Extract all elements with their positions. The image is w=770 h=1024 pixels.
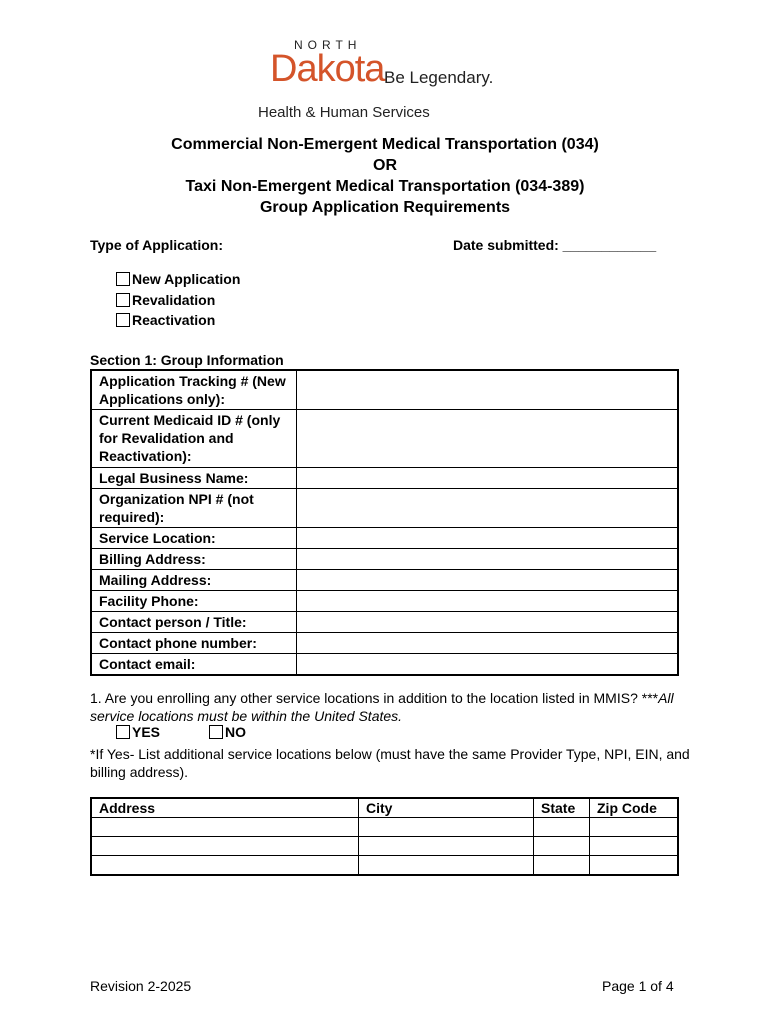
- revalidation-checkbox[interactable]: [116, 293, 130, 307]
- section1-heading: Section 1: Group Information: [90, 352, 284, 368]
- zip-code-cell[interactable]: [590, 837, 679, 856]
- zip-code-cell[interactable]: [590, 818, 679, 837]
- address-cell[interactable]: [91, 856, 359, 876]
- yes-checkbox[interactable]: [116, 725, 130, 739]
- organization-npi-input[interactable]: [297, 489, 679, 528]
- field-label: Contact phone number:: [91, 633, 297, 654]
- new-application-option[interactable]: [116, 271, 240, 287]
- date-submitted-label: Date submitted: ____________: [453, 237, 657, 253]
- field-label: Facility Phone:: [91, 591, 297, 612]
- field-label: Contact email:: [91, 654, 297, 676]
- zip-code-header: Zip Code: [590, 798, 679, 818]
- no-option[interactable]: [209, 724, 246, 740]
- contact-email-input[interactable]: [297, 654, 679, 676]
- field-label: Contact person / Title:: [91, 612, 297, 633]
- table-row: [91, 468, 678, 489]
- contact-phone-input[interactable]: [297, 633, 679, 654]
- nd-hhs-logo: [258, 38, 518, 123]
- logo-dakota: Dakota: [270, 48, 385, 90]
- question1-text: [90, 689, 690, 725]
- table-header-row: [91, 798, 678, 818]
- legal-business-name-input[interactable]: [297, 468, 679, 489]
- reactivation-label: Reactivation: [132, 312, 216, 328]
- field-label: Application Tracking # (New Applications only):: [91, 370, 297, 410]
- question1-note: All service locations must be within the United States.: [90, 690, 674, 724]
- address-cell[interactable]: [91, 818, 359, 837]
- additional-locations-table: [90, 797, 679, 876]
- logo-tagline: Be Legendary.: [384, 68, 494, 87]
- contact-person-input[interactable]: [297, 612, 679, 633]
- table-row: [91, 591, 678, 612]
- facility-phone-input[interactable]: [297, 591, 679, 612]
- zip-code-cell[interactable]: [590, 856, 679, 876]
- reactivation-checkbox[interactable]: [116, 313, 130, 327]
- field-label: Service Location:: [91, 528, 297, 549]
- logo-north: NORTH: [294, 38, 362, 52]
- group-information-table: [90, 369, 679, 676]
- revalidation-option[interactable]: [116, 292, 215, 308]
- field-label: Mailing Address:: [91, 570, 297, 591]
- reactivation-option[interactable]: [116, 312, 215, 328]
- question1-followup: *If Yes- List additional service locations below (must have the same Provider Type, NPI, EIN, and billing address).: [90, 746, 690, 780]
- service-location-input[interactable]: [297, 528, 679, 549]
- address-cell[interactable]: [91, 837, 359, 856]
- application-tracking-input[interactable]: [297, 370, 679, 410]
- city-cell[interactable]: [359, 818, 534, 837]
- state-cell[interactable]: [534, 856, 590, 876]
- new-application-label: New Application: [132, 271, 241, 287]
- table-row: [91, 570, 678, 591]
- state-header: State: [534, 798, 590, 818]
- revalidation-label: Revalidation: [132, 292, 216, 308]
- yes-label: YES: [132, 724, 161, 740]
- city-cell[interactable]: [359, 856, 534, 876]
- field-label: Legal Business Name:: [91, 468, 297, 489]
- table-row: [91, 837, 678, 856]
- new-application-checkbox[interactable]: [116, 272, 130, 286]
- table-row: [91, 654, 678, 676]
- title-line-4: Group Application Requirements: [259, 199, 511, 216]
- table-row: [91, 410, 678, 468]
- title-line-1: Commercial Non-Emergent Medical Transportation (034): [171, 136, 599, 153]
- field-label: Billing Address:: [91, 549, 297, 570]
- state-cell[interactable]: [534, 837, 590, 856]
- current-medicaid-id-input[interactable]: [297, 410, 679, 468]
- state-cell[interactable]: [534, 818, 590, 837]
- table-row: [91, 489, 678, 528]
- question1-main: 1. Are you enrolling any other service locations in addition to the location listed in MMIS? ***: [90, 690, 659, 706]
- no-checkbox[interactable]: [209, 725, 223, 739]
- type-of-application-label: Type of Application:: [90, 237, 223, 253]
- field-label: Current Medicaid ID # (only for Revalidation and Reactivation):: [91, 410, 297, 468]
- title-line-2: OR: [373, 157, 397, 174]
- table-row: [91, 528, 678, 549]
- table-row: [91, 370, 678, 410]
- no-label: NO: [225, 724, 246, 740]
- revision-text: Revision 2-2025: [90, 978, 192, 994]
- title-line-3: Taxi Non-Emergent Medical Transportation (034-389): [185, 178, 585, 195]
- address-header: Address: [91, 798, 359, 818]
- field-label: Organization NPI # (not required):: [91, 489, 297, 528]
- billing-address-input[interactable]: [297, 549, 679, 570]
- table-row: [91, 612, 678, 633]
- table-row: [91, 633, 678, 654]
- table-row: [91, 818, 678, 837]
- city-header: City: [359, 798, 534, 818]
- yes-option[interactable]: [116, 724, 160, 740]
- logo-department: Health & Human Services: [258, 104, 430, 121]
- table-row: [91, 549, 678, 570]
- mailing-address-input[interactable]: [297, 570, 679, 591]
- page-number: Page 1 of 4: [602, 978, 674, 994]
- table-row: [91, 856, 678, 876]
- city-cell[interactable]: [359, 837, 534, 856]
